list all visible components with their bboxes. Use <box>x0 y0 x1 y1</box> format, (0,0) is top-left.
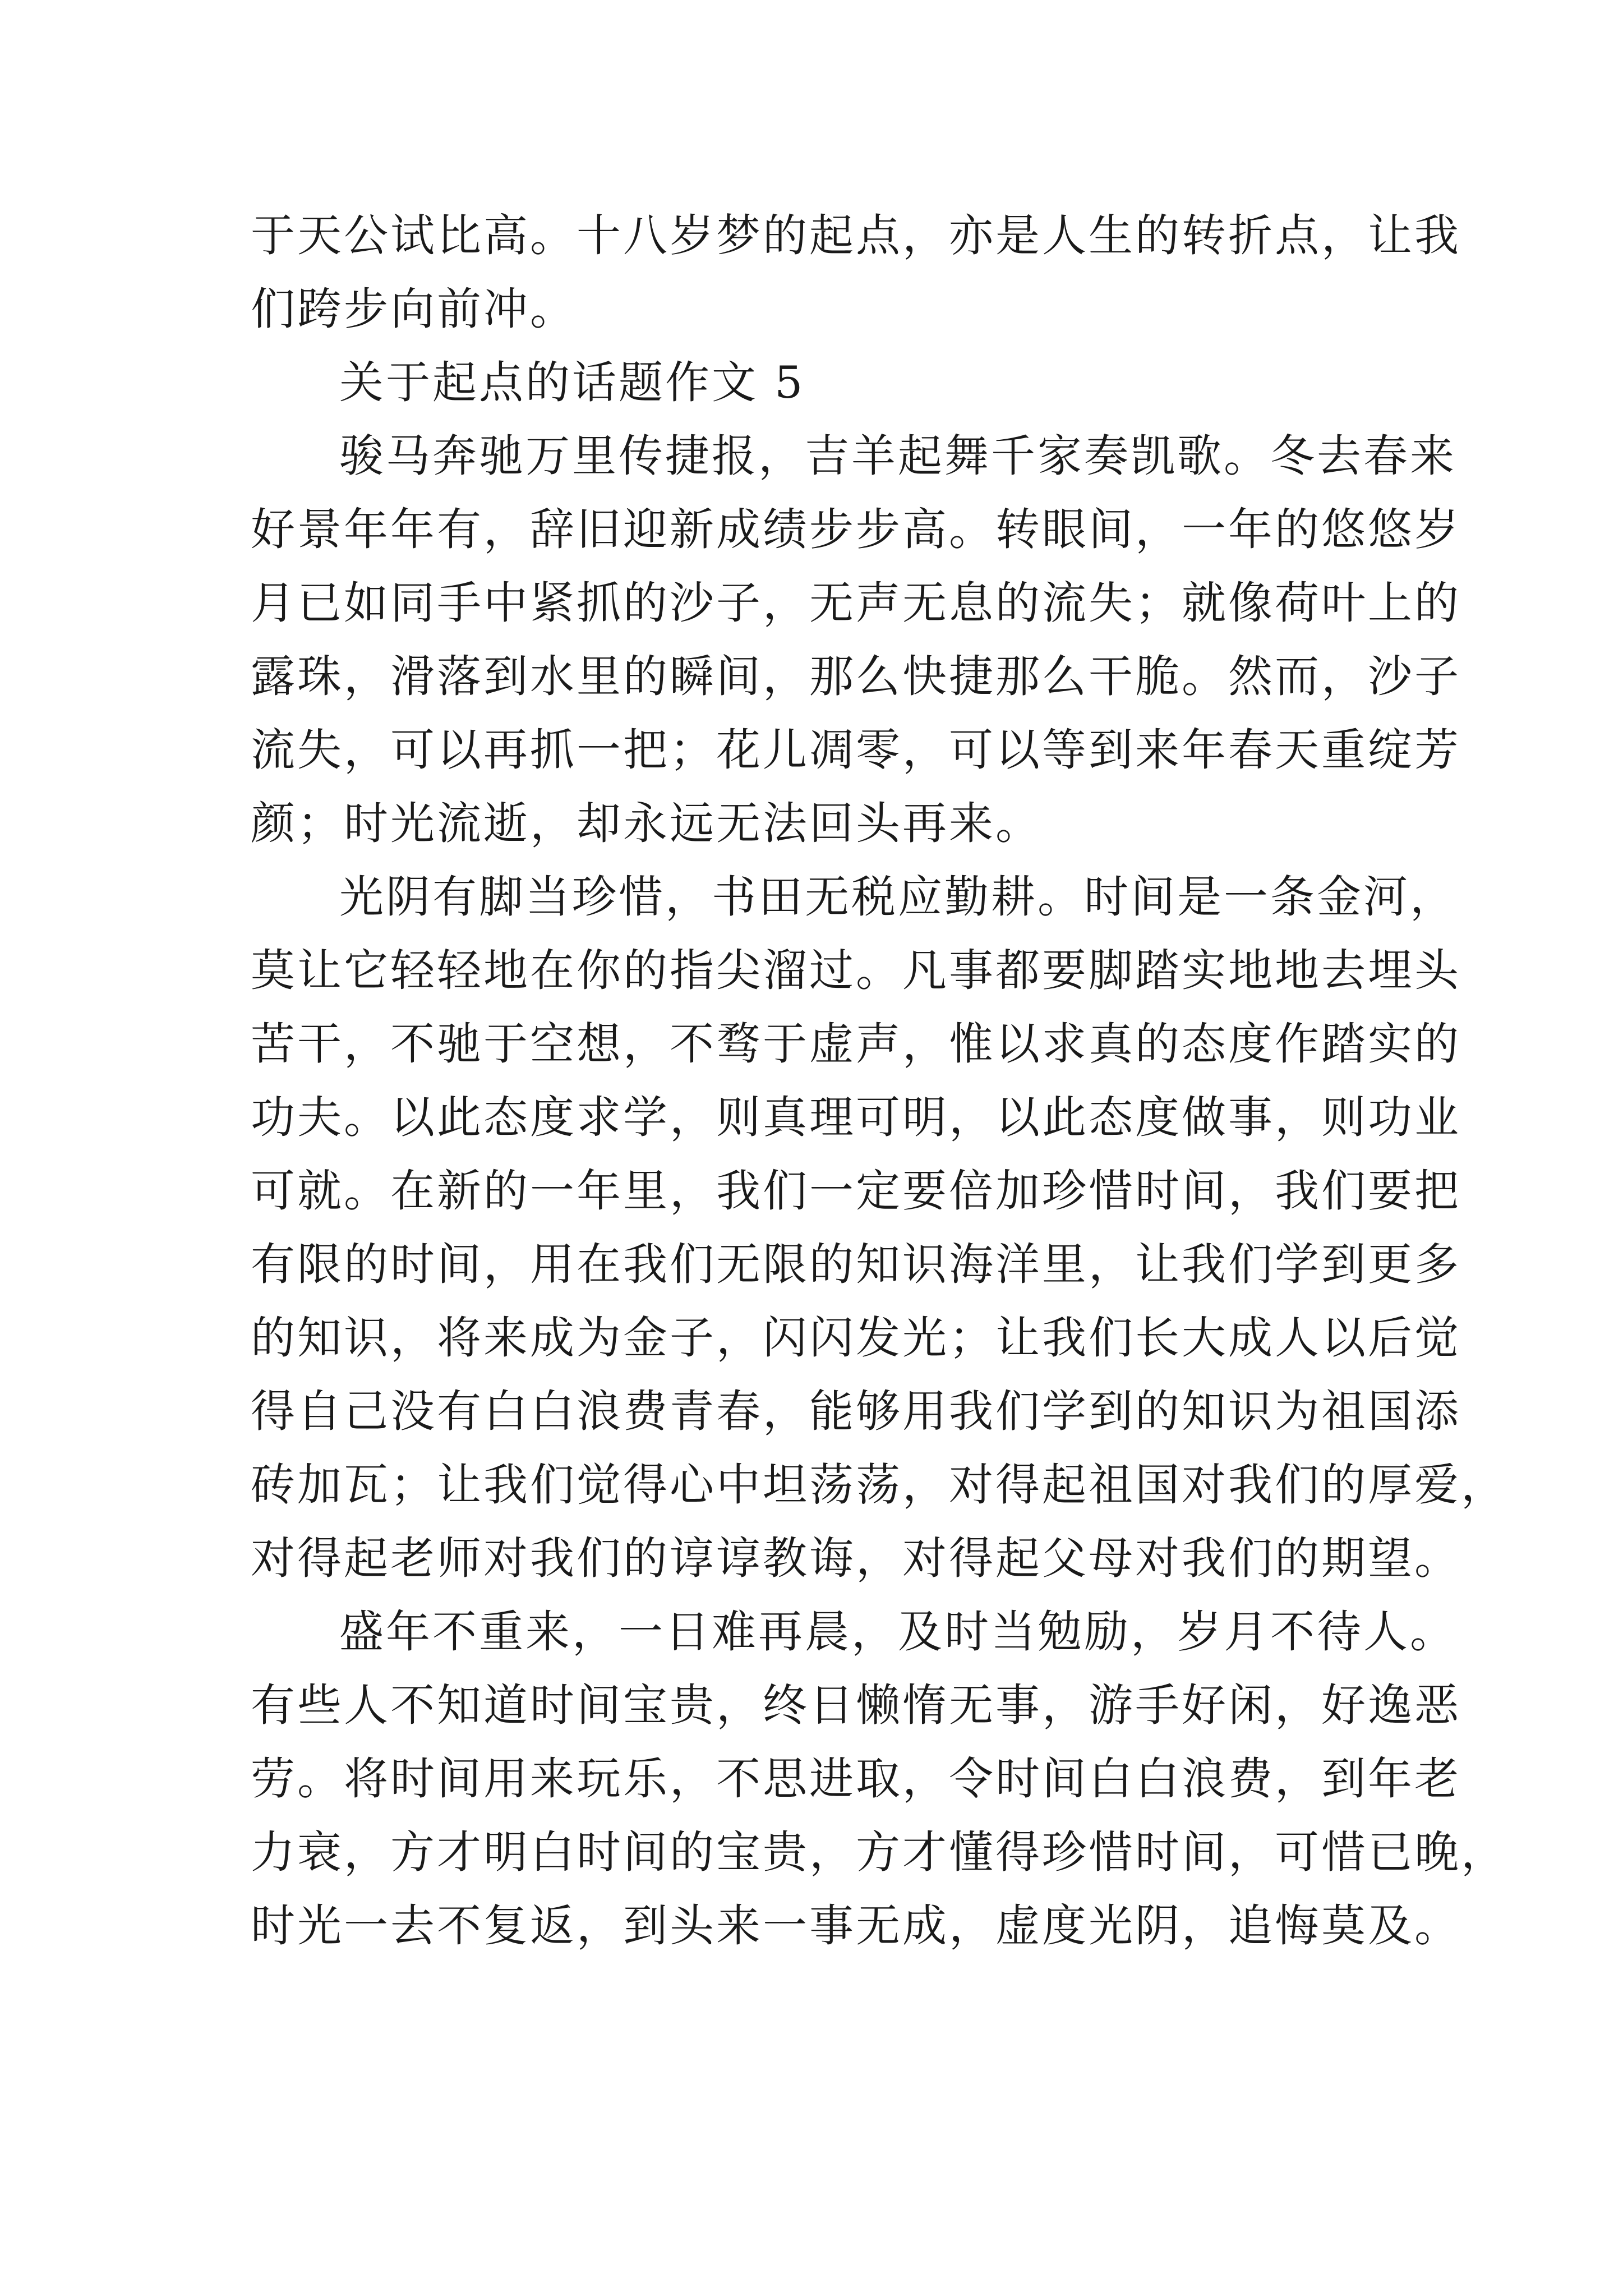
text-line: 得自己没有白白浪费青春，能够用我们学到的知识为祖国添 <box>251 1386 1461 1437</box>
text-line: 颜；时光流逝，却永远无法回头再来。 <box>251 798 1042 849</box>
text-line: 有限的时间，用在我们无限的知识海洋里，让我们学到更多 <box>251 1239 1461 1290</box>
text-line: 盛年不重来，一日难再晨，及时当勉励，岁月不待人。 <box>339 1606 1456 1658</box>
text-line: 可就。在新的一年里，我们一定要倍加珍惜时间，我们要把 <box>251 1165 1461 1217</box>
text-line: 骏马奔驰万里传捷报，吉羊起舞千家奏凯歌。冬去春来 <box>339 430 1456 482</box>
essay-title: 关于起点的话题作文 5 <box>339 357 805 408</box>
text-line: 有些人不知道时间宝贵，终日懒惰无事，游手好闲，好逸恶 <box>251 1680 1461 1731</box>
text-line: 对得起老师对我们的谆谆教诲，对得起父母对我们的期望。 <box>251 1533 1461 1584</box>
text-line: 于天公试比高。十八岁梦的起点，亦是人生的转折点，让我 <box>251 210 1461 261</box>
text-line: 砖加瓦；让我们觉得心中坦荡荡，对得起祖国对我们的厚爱， <box>251 1459 1507 1511</box>
text-line: 的知识，将来成为金子，闪闪发光；让我们长大成人以后觉 <box>251 1312 1461 1364</box>
text-line: 好景年年有，辞旧迎新成绩步步高。转眼间，一年的悠悠岁 <box>251 504 1461 555</box>
essay-body <box>251 199 1507 1963</box>
text-line: 力衰，方才明白时间的宝贵，方才懂得珍惜时间，可惜已晚， <box>251 1826 1507 1878</box>
text-line: 月已如同手中紧抓的沙子，无声无息的流失；就像荷叶上的 <box>251 577 1461 629</box>
text-line: 莫让它轻轻地在你的指尖溜过。凡事都要脚踏实地地去埋头 <box>251 945 1461 996</box>
text-line: 流失，可以再抓一把；花儿凋零，可以等到来年春天重绽芳 <box>251 724 1461 776</box>
text-line: 功夫。以此态度求学，则真理可明，以此态度做事，则功业 <box>251 1092 1461 1143</box>
text-line: 光阴有脚当珍惜，书田无税应勤耕。时间是一条金河， <box>339 871 1456 923</box>
text-line: 露珠，滑落到水里的瞬间，那么快捷那么干脆。然而，沙子 <box>251 651 1461 702</box>
text-line: 们跨步向前冲。 <box>251 283 577 335</box>
text-line: 时光一去不复返，到头来一事无成，虚度光阴，追悔莫及。 <box>251 1900 1461 1952</box>
text-line: 劳。将时间用来玩乐，不思进取，令时间白白浪费，到年老 <box>251 1753 1461 1805</box>
text-line: 苦干，不驰于空想，不骛于虚声，惟以求真的态度作踏实的 <box>251 1018 1461 1070</box>
